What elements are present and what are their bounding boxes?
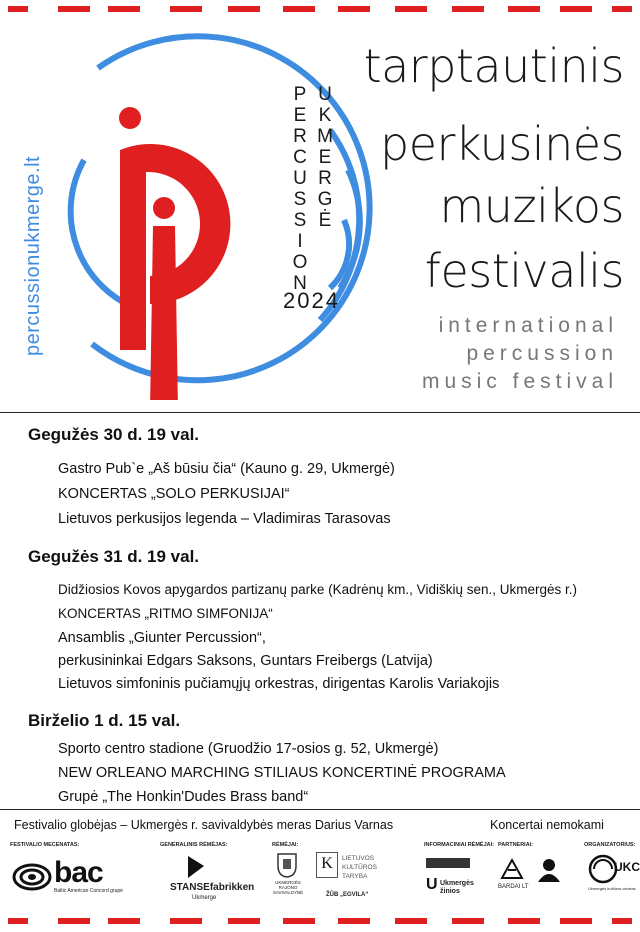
dash-segment xyxy=(612,918,632,924)
ukmerge-letter-0: U xyxy=(318,84,332,105)
festival-patron: Festivalio globėjas – Ukmergės r. savivaldybės meras Darius Varnas xyxy=(14,818,394,832)
event-1-line-2: KONCERTAS „SOLO PERKUSIJAI“ xyxy=(58,486,290,502)
sponsor-title-supporters: RĖMĖJAI: xyxy=(272,842,299,848)
percussion-letter-3: C xyxy=(293,147,307,168)
zub-egvila-text: ŽŪB „EGVILA“ xyxy=(326,892,369,898)
dash-segment xyxy=(170,918,202,924)
percussion-letter-1: E xyxy=(293,105,307,126)
ukc-text: UKC xyxy=(614,860,640,874)
dash-segment xyxy=(612,6,632,12)
dash-segment xyxy=(228,918,260,924)
stanse-logo-text: STANSEfabrikken xyxy=(170,882,255,893)
logo-red-dot-top xyxy=(119,107,141,129)
dash-segment xyxy=(560,918,592,924)
event-2-line-2: KONCERTAS „RITMO SIMFONIJA“ xyxy=(58,606,273,621)
dash-segment xyxy=(283,6,315,12)
event-1-line-1: Gastro Pub`e „Aš būsiu čia“ (Kauno g. 29, Ukmergė) xyxy=(58,461,395,477)
event-2-date: Gegužės 31 d. 19 val. xyxy=(28,547,200,566)
dash-segment xyxy=(452,6,484,12)
dash-segment xyxy=(170,6,202,12)
title-lt-3: muzikos xyxy=(439,179,624,233)
dash-segment xyxy=(508,6,540,12)
percussion-letter-8: O xyxy=(292,252,308,273)
free-concerts: Koncertai nemokami xyxy=(490,818,604,832)
bac-subtitle: Baltic American Concord grupė xyxy=(54,888,123,894)
dash-segment xyxy=(228,6,260,12)
event-1-date: Gegužės 30 d. 19 val. xyxy=(28,425,200,444)
bac-logo-icon xyxy=(12,862,52,892)
percussion-letter-7: I xyxy=(297,231,303,252)
divider-top xyxy=(0,412,640,413)
event-3-line-2: NEW ORLEANO MARCHING STILIAUS KONCERTINĖ PROGRAMA xyxy=(58,765,506,781)
dash-segment xyxy=(395,6,427,12)
dash-segment xyxy=(8,6,28,12)
percussion-letter-9: N xyxy=(293,273,307,294)
ukmerges-zinios-text: Ukmergės žinios xyxy=(440,880,474,895)
top-dash-border xyxy=(0,6,640,12)
vertical-percussion xyxy=(289,84,311,294)
event-3-line-3: Grupė „The Honkin'Dudes Brass band“ xyxy=(58,789,309,805)
dash-segment xyxy=(58,6,90,12)
dash-segment xyxy=(58,918,90,924)
partner-tree-logo-icon xyxy=(532,856,566,886)
dash-segment xyxy=(452,918,484,924)
title-en-1: international xyxy=(438,314,618,337)
bac-logo-text: bac xyxy=(54,856,103,889)
dash-segment xyxy=(283,918,315,924)
website-url[interactable]: percussionukmerge.lt xyxy=(22,155,44,356)
bardai-text: BARDAI LT xyxy=(498,884,529,890)
event-3-line-1: Sporto centro stadione (Gruodžio 17-osios g. 52, Ukmergė) xyxy=(58,741,439,757)
sponsor-title-organizer: ORGANIZATORIUS: xyxy=(584,842,636,848)
logo-red-dot-mid xyxy=(153,197,175,219)
event-1-line-3: Lietuvos perkusijos legenda – Vladimiras Tarasovas xyxy=(58,511,391,527)
bottom-dash-border xyxy=(0,918,640,924)
dash-segment xyxy=(395,918,427,924)
vertical-ukmerge xyxy=(314,84,336,231)
title-en-2: percussion xyxy=(466,342,618,365)
ukmerges-zinios-u: U xyxy=(426,876,438,893)
festival-year: 2024 xyxy=(283,288,340,313)
dash-segment xyxy=(8,918,28,924)
ukmerge-letter-3: E xyxy=(318,147,332,168)
percussion-letter-2: R xyxy=(293,126,307,147)
bardai-logo-icon xyxy=(498,856,526,882)
dash-segment xyxy=(338,6,370,12)
ukmerge-coat-of-arms-icon xyxy=(276,852,298,878)
event-2-line-4: perkusininkai Edgars Saksons, Guntars Freibergs (Latvija) xyxy=(58,653,433,669)
lkt-text: LIETUVOS KULTŪROS TARYBA xyxy=(342,855,377,880)
ukmerge-letter-5: G xyxy=(317,189,333,210)
event-2-line-5: Lietuvos simfoninis pučiamųjų orkestras, dirigentas Karolis Variakojis xyxy=(58,676,500,692)
dash-segment xyxy=(108,6,140,12)
ukmerge-letter-1: K xyxy=(318,105,332,126)
title-en-3: music festival xyxy=(421,370,618,393)
title-lt-1: tarptautinis xyxy=(363,39,624,93)
percussion-letter-0: P xyxy=(293,84,307,105)
title-lt-2: perkusinės xyxy=(380,117,624,171)
stanse-subtitle: Ukmerge xyxy=(192,895,217,901)
sponsor-title-patron: FESTIVALIO MECENATAS: xyxy=(10,842,80,848)
percussion-letter-4: U xyxy=(293,168,307,189)
stanse-logo-icon xyxy=(186,854,206,880)
percussion-letter-6: S xyxy=(293,210,307,231)
ukmerge-letter-6: Ė xyxy=(318,210,332,231)
title-lt-4: festivalis xyxy=(424,244,624,298)
event-2-line-1: Didžiosios Kovos apygardos partizanų parke (Kadrėnų km., Vidiškių sen., Ukmergės r.) xyxy=(58,582,577,597)
logo-red-stem xyxy=(150,226,178,400)
lkt-logo-icon: K xyxy=(316,852,338,878)
media-logo-bar xyxy=(426,858,470,868)
dash-segment xyxy=(338,918,370,924)
ukmerge-district-text: UKMERGĖS RAJONO SAVIVALDYBĖ xyxy=(272,880,304,895)
event-3-date: Birželio 1 d. 15 val. xyxy=(28,711,181,730)
dash-segment xyxy=(108,918,140,924)
ukmerge-letter-4: R xyxy=(318,168,332,189)
divider-bottom xyxy=(0,809,640,810)
ukmerge-letter-2: M xyxy=(317,126,333,147)
sponsor-title-general: GENERALINIS RĖMĖJAS: xyxy=(160,842,228,848)
percussion-letter-5: S xyxy=(293,189,307,210)
dash-segment xyxy=(508,918,540,924)
ukc-subtitle: Ukmergės kultūros centras xyxy=(588,886,636,891)
sponsor-title-media: INFORMACINIAI RĖMĖJAI: xyxy=(424,842,494,848)
sponsor-title-partners: PARTNERIAI: xyxy=(498,842,534,848)
dash-segment xyxy=(560,6,592,12)
event-2-line-3: Ansamblis „Giunter Percussion“, xyxy=(58,630,266,646)
